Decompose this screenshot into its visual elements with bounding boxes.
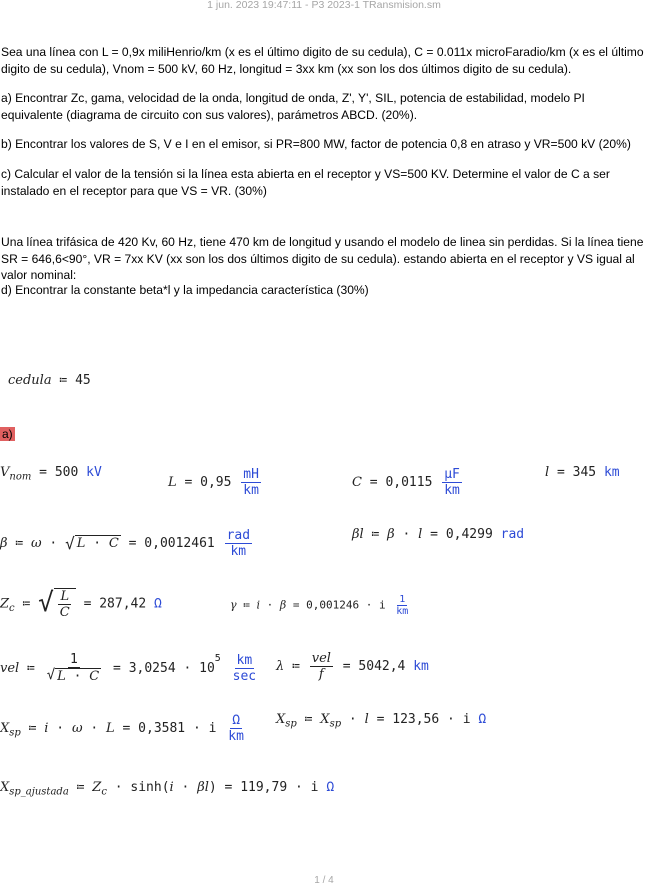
inductance-unit: $\frac{mH}{km}$ — [243, 467, 259, 498]
vnom-value: 500 — [54, 465, 79, 480]
xsp-adjusted-definition[interactable]: $X_{sp\_ajustada}$ ≔ $Z_c \cdot \sinh(i \cdot \beta l) = 119,79 \cdot i$ Ω — [0, 780, 335, 798]
xsp-adjusted-unit: Ω — [326, 780, 335, 795]
section-a-label: a) — [2, 427, 13, 441]
cedula-name: cedula — [8, 373, 52, 388]
capacitance-value: 0,0115 — [385, 475, 433, 490]
cedula-definition[interactable]: cedula ≔ 45 — [8, 373, 91, 388]
zc-unit: Ω — [154, 596, 162, 612]
xsp-total-definition[interactable]: $X_{sp}$ ≔ $X_{sp} \cdot l = 123,56 \cdot i$ Ω — [276, 712, 487, 730]
gamma-definition[interactable]: γ ≔ i · β = 0,001246 · i $\frac{1}{km}$ — [230, 594, 409, 617]
wavelength-unit: km — [413, 659, 429, 674]
xsp-definition[interactable]: $X_{sp}$ ≔ i · ω · L = 0,3581 · i $\frac{\Omega}{km}$ — [0, 713, 244, 744]
inductance-value: 0,95 — [200, 475, 232, 490]
length-unit: km — [603, 465, 620, 480]
problem-part-a: a) Encontrar Zc, gama, velocidad de la onda, longitud de onda, Z', Y', SIL, potencia de estabilidad, modelo PI equivalente (diagrama de circuito con sus valores), parámetros ABCD. (20%). — [1, 91, 585, 122]
beta-unit: $\frac{\text{rad}}{km}$ — [226, 528, 251, 559]
vnom-definition[interactable]: $V_{nom} = 500$ kV — [0, 465, 102, 483]
betal-definition[interactable]: βl ≔ β · l = 0,4299 rad — [352, 527, 525, 542]
problem-statement-2: Una línea trifásica de 420 Kv, 60 Hz, tiene 470 km de longitud y usando el modelo de linea sin perdidas. Si la línea tiene SR = 646,6<90°, VR = 7xx KV (xx son los dos últimos digito de su cedula). estando abierta en el receptor y VS igual al valor nominal: — [1, 235, 644, 283]
xsp-unit: $\frac{\Omega}{km}$ — [228, 713, 244, 744]
xsp-value: 0,3581 · i — [138, 721, 217, 736]
velocity-unit: $\frac{km}{\sec}$ — [232, 653, 257, 684]
problem-part-d: d) Encontrar la constante beta*l y la impedancia característica (30%) — [1, 283, 369, 297]
capacitance-definition[interactable]: C = 0,0115 $\frac{\mu F}{km}$ — [352, 467, 460, 498]
xsp-adjusted-value: 119,79 · i — [240, 780, 319, 795]
vnom-unit: kV — [86, 465, 102, 480]
zc-value: 287,42 — [99, 596, 147, 612]
length-definition[interactable]: l = 345 km — [545, 465, 620, 480]
velocity-definition[interactable]: vel ≔ 1 √ L · C = $3,0254 \cdot 10^5$ $\frac{km}{\sec}$ — [0, 652, 257, 684]
beta-value: 0,0012461 — [144, 536, 215, 551]
gamma-value: 0,001246 · i — [306, 598, 386, 612]
velocity-exponent: 5 — [214, 652, 221, 664]
problem-part-c: c) Calcular el valor de la tensión si la línea esta abierta en el receptor y VS=500 KV. Determine el valor de C a ser instalado en el receptor para que VS = VR. (30%) — [1, 167, 610, 198]
inductance-definition[interactable]: L = 0,95 $\frac{mH}{km}$ — [168, 467, 259, 498]
capacitance-unit: $\frac{\mu F}{km}$ — [444, 467, 460, 498]
velocity-value: 3,0254 · 10 — [128, 661, 215, 676]
document-header: 1 jun. 2023 19:47:11 - P3 2023-1 TRansmision.sm — [207, 0, 441, 11]
beta-definition[interactable]: β ≔ ω · √ L · C = 0,0012461 $\frac{\text{rad}}{km}$ — [0, 528, 251, 559]
wavelength-definition[interactable]: λ ≔ $\frac{\text{vel}}{f}$ = 5042,4 km — [276, 651, 429, 682]
zc-definition[interactable]: $Z_c$ ≔ √ $\frac{L}{C}$ = 287,42 Ω — [0, 588, 162, 620]
problem-part-b: b) Encontrar los valores de S, V e I en el emisor, si PR=800 MW, factor de potencia 0,8 en atraso y VR=500 kV (20%) — [1, 137, 631, 151]
page-number: 1 / 4 — [314, 875, 334, 886]
problem-statement-1: Sea una línea con L = 0,9x miliHenrio/km (x es el último digito de su cedula), C = 0.011x microFaradio/km (x es el último digito de su cedula), Vnom = 500 kV, 60 Hz, longitud = 3xx km (xx son los dos últimos digito de su cedula). — [1, 45, 644, 76]
xsp-total-unit: Ω — [478, 712, 487, 727]
betal-value: 0,4299 — [445, 527, 493, 542]
betal-unit: rad — [500, 527, 525, 542]
gamma-unit: $\frac{1}{km}$ — [396, 594, 409, 617]
length-value: 345 — [572, 465, 597, 480]
wavelength-value: 5042,4 — [358, 659, 406, 674]
xsp-total-value: 123,56 · i — [392, 712, 471, 727]
cedula-value: 45 — [75, 373, 91, 388]
